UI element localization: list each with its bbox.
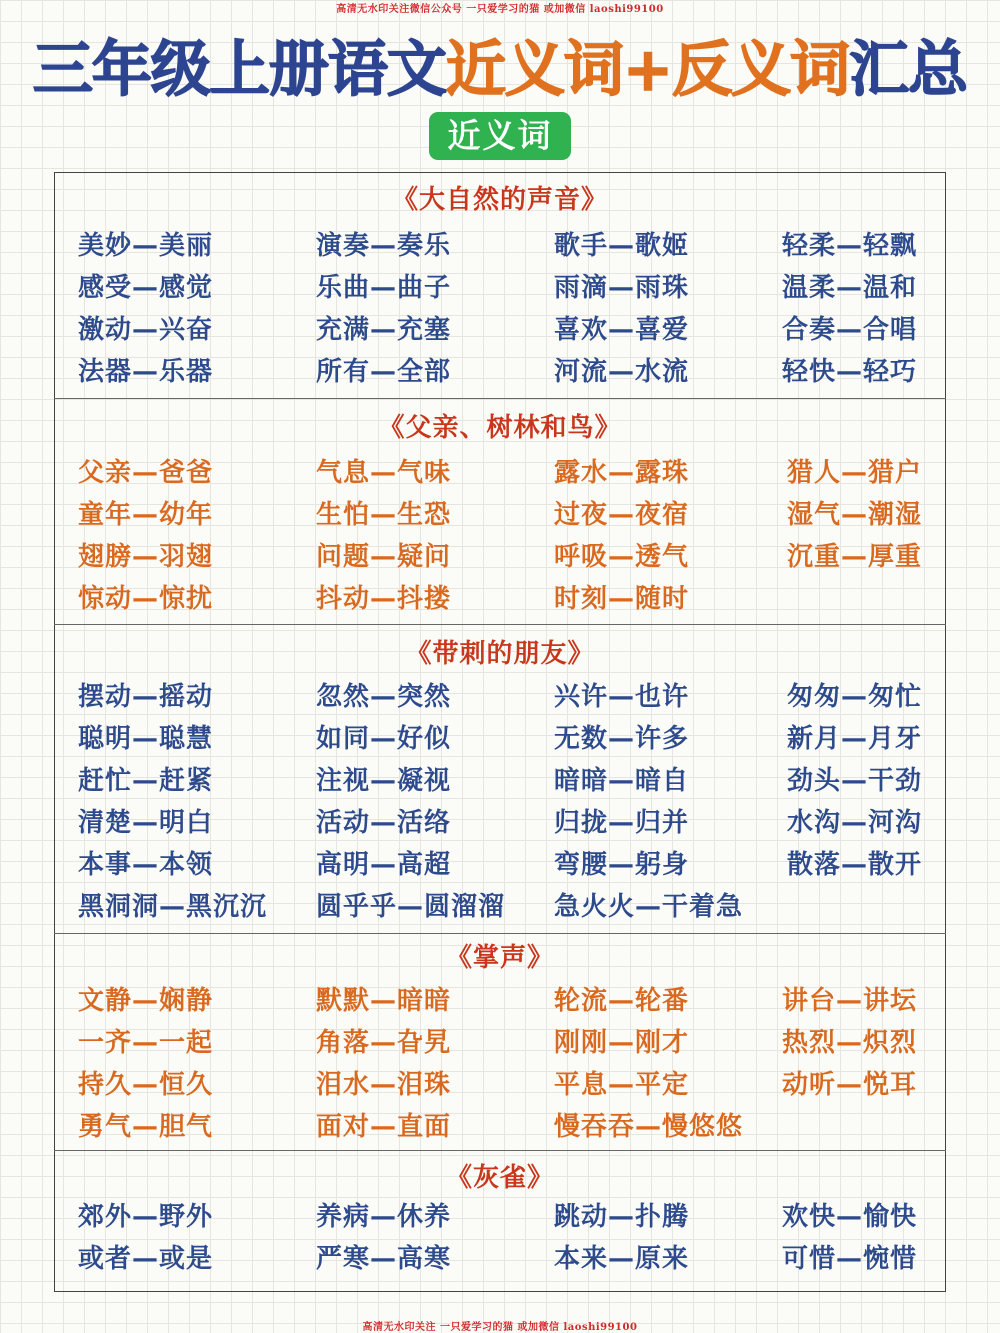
word-pair: 水沟—河沟 bbox=[787, 808, 923, 838]
word-pair: 泪水—泪珠 bbox=[316, 1070, 452, 1100]
word-pair: 生怕—生恐 bbox=[316, 500, 452, 530]
word-pair: 演奏—奏乐 bbox=[316, 231, 452, 261]
word-pair: 合奏—合唱 bbox=[782, 315, 918, 345]
word-pair: 文静—娴静 bbox=[78, 986, 214, 1016]
word-pair: 匆匆—匆忙 bbox=[787, 682, 923, 712]
section-divider bbox=[54, 1150, 946, 1151]
word-pair: 如同—好似 bbox=[316, 724, 452, 754]
word-pair: 歌手—歌姬 bbox=[554, 231, 690, 261]
word-pair: 暗暗—暗自 bbox=[554, 766, 690, 796]
word-pair-row bbox=[0, 676, 1000, 718]
word-pair: 高明—高超 bbox=[316, 850, 452, 880]
word-pair: 摆动—摇动 bbox=[78, 682, 214, 712]
word-pair: 圆乎乎—圆溜溜 bbox=[316, 892, 506, 922]
word-pair-row bbox=[0, 351, 1000, 393]
word-pair-row bbox=[0, 494, 1000, 536]
word-pair: 法器—乐器 bbox=[78, 357, 214, 387]
word-pair: 过夜—夜宿 bbox=[554, 500, 690, 530]
word-pair-row bbox=[0, 267, 1000, 309]
word-pair: 温柔—温和 bbox=[782, 273, 918, 303]
word-pair: 露水—露珠 bbox=[554, 458, 690, 488]
page-title bbox=[0, 30, 1000, 110]
word-pair: 河流—水流 bbox=[554, 357, 690, 387]
word-pair: 散落—散开 bbox=[787, 850, 923, 880]
word-pair: 忽然—突然 bbox=[316, 682, 452, 712]
word-pair: 轮流—轮番 bbox=[554, 986, 690, 1016]
word-pair-row bbox=[0, 1238, 1000, 1280]
word-pair: 无数—许多 bbox=[554, 724, 690, 754]
word-pair: 持久—恒久 bbox=[78, 1070, 214, 1100]
word-pair-row bbox=[0, 1064, 1000, 1106]
word-pair: 面对—直面 bbox=[316, 1112, 452, 1142]
word-pair: 养病—休养 bbox=[316, 1202, 452, 1232]
lesson-title: 《大自然的声音》 bbox=[391, 185, 608, 215]
word-pair: 新月—月牙 bbox=[787, 724, 923, 754]
word-pair: 平息—平定 bbox=[554, 1070, 690, 1100]
word-pair: 劲头—干劲 bbox=[787, 766, 923, 796]
word-pair: 可惜—惋惜 bbox=[782, 1244, 918, 1274]
word-pair: 美妙—美丽 bbox=[78, 231, 214, 261]
lesson-title: 《父亲、树林和鸟》 bbox=[378, 413, 622, 443]
watermark-bottom: 高清无水印关注 一只爱学习的猫 或加微信 laoshi99100 bbox=[362, 1322, 638, 1333]
word-pair: 本来—原来 bbox=[554, 1244, 690, 1274]
word-pair: 惊动—惊扰 bbox=[78, 584, 214, 614]
watermark-top: 高清无水印关注微信公众号 一只爱学习的猫 或加微信 laoshi99100 bbox=[336, 4, 664, 15]
word-pair-row bbox=[0, 309, 1000, 351]
word-pair: 所有—全部 bbox=[316, 357, 452, 387]
word-pair: 抖动—抖搂 bbox=[316, 584, 452, 614]
word-pair: 郊外—野外 bbox=[78, 1202, 214, 1232]
word-pair-row bbox=[0, 980, 1000, 1022]
word-pair-row bbox=[0, 844, 1000, 886]
word-pair: 呼吸—透气 bbox=[554, 542, 690, 572]
lesson-title: 《带刺的朋友》 bbox=[405, 639, 595, 669]
word-pair: 动听—悦耳 bbox=[782, 1070, 918, 1100]
word-pair: 气息—气味 bbox=[316, 458, 452, 488]
word-pair: 跳动—扑腾 bbox=[554, 1202, 690, 1232]
word-pair: 赶忙—赶紧 bbox=[78, 766, 214, 796]
section-divider bbox=[54, 624, 946, 625]
word-pair: 刚刚—刚才 bbox=[554, 1028, 690, 1058]
word-pair-row bbox=[0, 760, 1000, 802]
word-pair-row bbox=[0, 578, 1000, 620]
word-pair: 一齐—一起 bbox=[78, 1028, 214, 1058]
word-pair: 欢快—愉快 bbox=[782, 1202, 918, 1232]
section-divider bbox=[54, 933, 946, 934]
word-pair: 清楚—明白 bbox=[78, 808, 214, 838]
word-pair: 注视—凝视 bbox=[316, 766, 452, 796]
word-pair: 父亲—爸爸 bbox=[78, 458, 214, 488]
word-pair: 本事—本领 bbox=[78, 850, 214, 880]
word-pair: 充满—充塞 bbox=[316, 315, 452, 345]
word-pair: 急火火—干着急 bbox=[554, 892, 744, 922]
word-pair: 聪明—聪慧 bbox=[78, 724, 214, 754]
word-pair: 喜欢—喜爱 bbox=[554, 315, 690, 345]
word-pair: 讲台—讲坛 bbox=[782, 986, 918, 1016]
word-pair: 严寒—高寒 bbox=[316, 1244, 452, 1274]
word-pair: 热烈—炽烈 bbox=[782, 1028, 918, 1058]
word-pair: 角落—旮旯 bbox=[316, 1028, 452, 1058]
title-part-grade: 三年级上册语文 bbox=[32, 35, 446, 105]
word-pair: 感受—感觉 bbox=[78, 273, 214, 303]
word-pair: 翅膀—羽翅 bbox=[78, 542, 214, 572]
word-pair: 乐曲—曲子 bbox=[316, 273, 452, 303]
word-pair: 轻柔—轻飘 bbox=[782, 231, 918, 261]
word-pair: 雨滴—雨珠 bbox=[554, 273, 690, 303]
lesson-title: 《掌声》 bbox=[445, 943, 554, 973]
word-pair: 弯腰—躬身 bbox=[554, 850, 690, 880]
word-pair: 轻快—轻巧 bbox=[782, 357, 918, 387]
word-pair-row bbox=[0, 1022, 1000, 1064]
synonym-badge: 近义词 bbox=[429, 112, 571, 160]
word-pair-row bbox=[0, 886, 1000, 928]
word-pair: 归拢—归并 bbox=[554, 808, 690, 838]
word-pair: 时刻—随时 bbox=[554, 584, 690, 614]
word-pair: 激动—兴奋 bbox=[78, 315, 214, 345]
title-part-topic: 近义词+反义词 bbox=[445, 35, 850, 105]
word-pair: 黑洞洞—黑沉沉 bbox=[78, 892, 268, 922]
word-pair: 活动—活络 bbox=[316, 808, 452, 838]
word-pair: 慢吞吞—慢悠悠 bbox=[554, 1112, 744, 1142]
word-pair: 猎人—猎户 bbox=[787, 458, 923, 488]
word-pair-row bbox=[0, 536, 1000, 578]
word-pair: 沉重—厚重 bbox=[787, 542, 923, 572]
word-pair: 兴许—也许 bbox=[554, 682, 690, 712]
word-pair: 或者—或是 bbox=[78, 1244, 214, 1274]
word-pair: 默默—暗暗 bbox=[316, 986, 452, 1016]
word-pair-row bbox=[0, 1106, 1000, 1148]
word-pair-row bbox=[0, 452, 1000, 494]
word-pair-row bbox=[0, 1196, 1000, 1238]
word-pair-row bbox=[0, 718, 1000, 760]
word-pair-row bbox=[0, 802, 1000, 844]
word-pair: 勇气—胆气 bbox=[78, 1112, 214, 1142]
title-part-summary: 汇总 bbox=[849, 35, 968, 105]
lesson-title: 《灰雀》 bbox=[445, 1163, 554, 1193]
word-pair: 湿气—潮湿 bbox=[787, 500, 923, 530]
word-pair: 问题—疑问 bbox=[316, 542, 452, 572]
word-pair-row bbox=[0, 225, 1000, 267]
section-divider bbox=[54, 398, 946, 399]
word-pair: 童年—幼年 bbox=[78, 500, 214, 530]
